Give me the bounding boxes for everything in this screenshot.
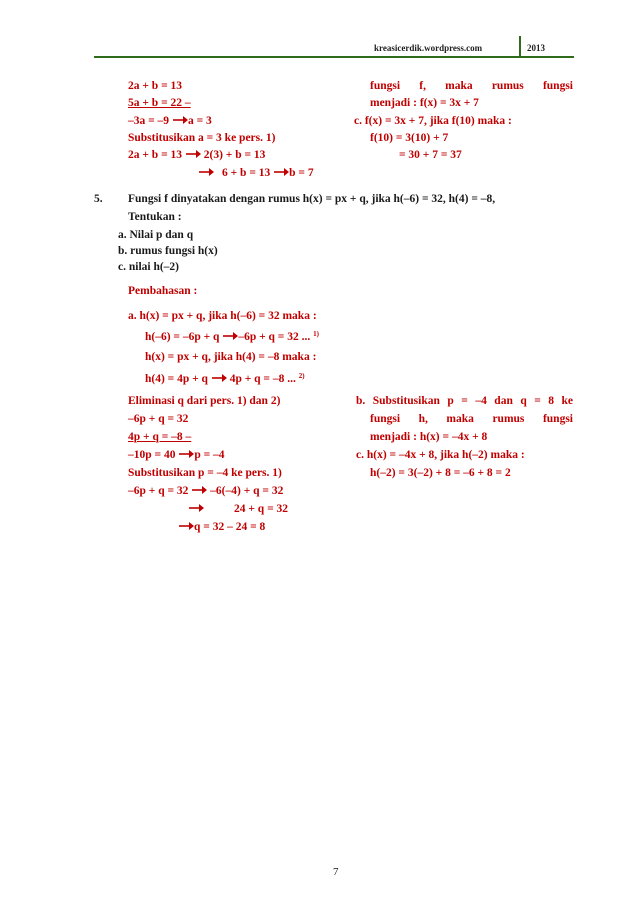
- solution-a-line-1: a. h(x) = px + q, jika h(–6) = 32 maka :: [128, 310, 317, 322]
- solution-b-line-3: menjadi : h(x) = –4x + 8: [370, 431, 488, 443]
- top-left-line-3: –3a = –9 a = 3: [128, 115, 212, 127]
- arrow-right-icon: [273, 167, 289, 177]
- elimination-line-1: Eliminasi q dari pers. 1) dan 2): [128, 395, 281, 407]
- header-site: kreasicerdik.wordpress.com: [374, 43, 483, 53]
- arrow-right-icon: [172, 115, 188, 125]
- question-instruction: Tentukan :: [128, 211, 182, 223]
- question-number: 5.: [94, 193, 103, 205]
- arrow-right-icon: [178, 521, 194, 531]
- solution-heading: Pembahasan :: [128, 285, 198, 297]
- top-right-line-4: f(10) = 3(10) + 7: [370, 132, 449, 144]
- solution-c-line-1: c. h(x) = –4x + 8, jika h(–2) maka :: [356, 449, 525, 461]
- arrow-right-icon: [188, 503, 204, 513]
- top-left-line-2: 5a + b = 22 –: [128, 97, 191, 109]
- top-right-line-3: c. f(x) = 3x + 7, jika f(10) maka :: [354, 115, 512, 127]
- solution-c-line-2: h(–2) = 3(–2) + 8 = –6 + 8 = 2: [370, 467, 511, 479]
- arrow-right-icon: [191, 485, 207, 495]
- question-item-c: c. nilai h(–2): [118, 261, 180, 273]
- elimination-line-3: 4p + q = –8 –: [128, 431, 192, 443]
- question-item-a: a. Nilai p dan q: [118, 229, 194, 241]
- page-number: 7: [333, 866, 339, 878]
- solution-b-line-2: fungsi h, maka rumus fungsi: [370, 413, 573, 425]
- arrow-right-icon: [198, 167, 214, 177]
- arrow-right-icon: [222, 331, 238, 341]
- solution-a-line-3: h(x) = px + q, jika h(4) = –8 maka :: [145, 351, 317, 363]
- question-text: Fungsi f dinyatakan dengan rumus h(x) = px + q, jika h(–6) = 32, h(4) = –8,: [128, 193, 496, 205]
- elimination-line-4: –10p = 40 p = –4: [128, 449, 225, 461]
- solution-a-line-2: h(–6) = –6p + q –6p + q = 32 ... $^{1)}$: [145, 330, 319, 343]
- header-divider: [519, 36, 521, 58]
- arrow-right-icon: [178, 449, 194, 459]
- question-item-b: b. rumus fungsi h(x): [118, 245, 218, 257]
- top-right-line-1: fungsi f, maka rumus fungsi: [370, 80, 573, 92]
- elimination-line-8: q = 32 – 24 = 8: [178, 521, 265, 533]
- top-left-line-5: 2a + b = 13 2(3) + b = 13: [128, 149, 266, 161]
- solution-b-line-1: b. Substitusikan p = –4 dan q = 8 ke: [356, 395, 573, 407]
- top-left-line-1: 2a + b = 13: [128, 80, 183, 92]
- elimination-line-2: –6p + q = 32: [128, 413, 189, 425]
- elimination-line-5: Substitusikan p = –4 ke pers. 1): [128, 467, 282, 479]
- solution-a-line-4: h(4) = 4p + q 4p + q = –8 ... $^{2)}$: [145, 372, 305, 385]
- elimination-line-6: –6p + q = 32 –6(–4) + q = 32: [128, 485, 284, 497]
- header-year: 2013: [527, 43, 545, 53]
- top-right-line-2: menjadi : f(x) = 3x + 7: [370, 97, 479, 109]
- arrow-right-icon: [185, 149, 201, 159]
- arrow-right-icon: [211, 373, 227, 383]
- elimination-line-7: 24 + q = 32: [188, 503, 288, 515]
- header-rule: [94, 56, 574, 58]
- top-left-line-6: 6 + b = 13 b = 7: [198, 167, 314, 179]
- top-left-line-4: Substitusikan a = 3 ke pers. 1): [128, 132, 276, 144]
- top-right-line-5: = 30 + 7 = 37: [399, 149, 462, 161]
